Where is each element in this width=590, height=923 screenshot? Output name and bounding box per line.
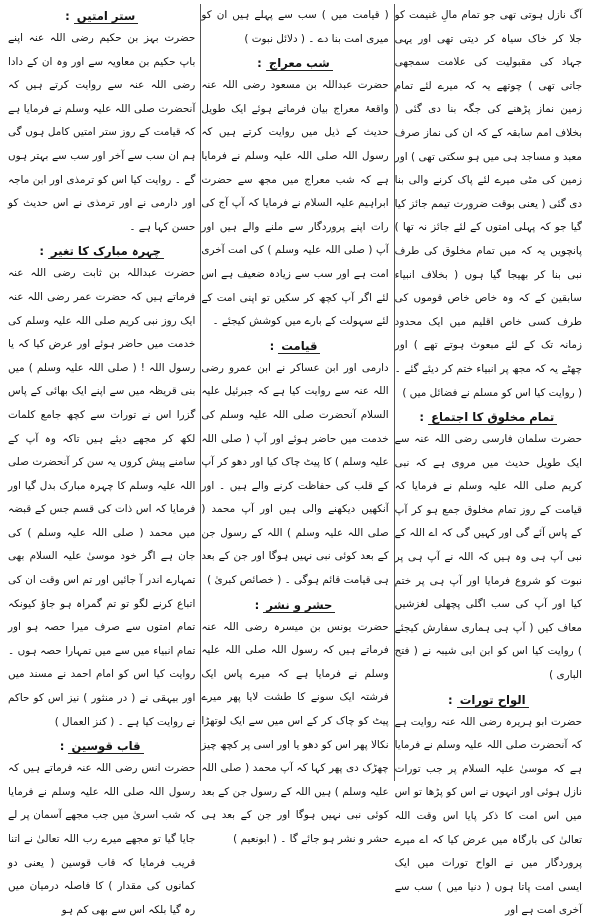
heading-text: چہرہ مبارک کا تغیر (48, 244, 164, 259)
section-sattar-ummatein (8, 5, 195, 239)
column-divider (200, 4, 201, 781)
heading-text: ستر امتیں (74, 9, 138, 24)
section-heading: الواح تورات : (395, 689, 582, 711)
section-shab-e-meraj (201, 52, 388, 334)
column-middle (201, 4, 389, 845)
section-qaab-qausain (8, 735, 195, 922)
section-heading: تمام مخلوق کا اجتماع : (395, 406, 582, 428)
section-chehra-mubarak (8, 240, 195, 734)
page (8, 4, 582, 917)
section-heading: ستر امتیں : (8, 5, 195, 27)
section-heading: قیامت : (201, 335, 388, 357)
section-intro-continuation (395, 4, 582, 405)
section-qiyamat (201, 335, 388, 593)
column-left (8, 4, 196, 916)
paragraph: حضرت عبداللہ بن مسعود رضی اللہ عنہ واقعۂ معراج بیان فرماتے ہوئے ایک طویل حدیث کے ذیل میں روایت کرتے ہیں کہ رسول اللہ صلی اللہ علیہ وسلم نے فرمایا ہے کہ شب معراج میں مجھ سے حضرت ابراہیم علیہ السلام نے فرمایا کہ آپ آج کی رات اپنے پروردگار سے ملنے والے ہیں اور آپ ( صلی اللہ علیہ وسلم ) کی امت آخری امت ہے اور سب سے زیادہ ضعیف ہے اس لئے اگر آپ کچھ کر سکیں تو اپنی امت کے لئے سہولت کے بارے میں کوشش کیجئے ۔ (201, 79, 389, 328)
section-heading: قاب قوسین : (8, 735, 195, 757)
section-hashr-o-nashr (201, 594, 388, 852)
section-heading: حشر و نشر : (201, 594, 388, 616)
heading-text: حشر و نشر (263, 598, 335, 613)
paragraph: حضرت بہز بن حکیم رضی اللہ عنہ اپنے باپ حکیم بن معاویہ سے اور وہ ان کے دادا رضی اللہ عنہ سے روایت کرتے ہیں کہ آنحضرت صلی اللہ علیہ وسلم نے فرمایا ہے کہ قیامت کے روز ستر امتیں کامل ہوں گی ہم ان سب سے آخر اور سب سے بہتر ہوں گے ۔ روایت کیا اس کو ترمذی اور ابن ماجہ اور دارمی نے اور ترمذی نے اس حدیث کو حسن کہا ہے ۔ (8, 32, 196, 233)
heading-text: شب معراج (266, 56, 333, 71)
paragraph: حضرت انس رضی اللہ عنہ فرماتے ہیں کہ رسول اللہ صلی اللہ علیہ وسلم نے فرمایا کہ شب اسریٰ میں جب مجھے آسمان پر لے جایا گیا تو مجھے میرے رب اللہ تعالیٰ نے اتنا قریب فرمایا کہ قاب قوسین ( یعنی دو کمانوں کی مقدار ) کا فاصلہ درمیان میں رہ گیا بلکہ اس سے بھی کم ہو (8, 762, 196, 916)
section-alwah-torat (395, 689, 582, 923)
column-right (394, 4, 582, 917)
heading-text: قیامت (278, 339, 320, 354)
heading-text: تمام مخلوق کا اجتماع (428, 410, 557, 425)
column-divider (394, 4, 395, 781)
paragraph: دارمی اور ابن عساکر نے ابن عمرو رضی اللہ عنہ سے روایت کیا ہے کہ جبرئیل علیہ السلام آنحضرت صلی اللہ علیہ وسلم کی خدمت میں حاضر ہوئے اور آپ ( صلی اللہ علیہ وسلم ) کا پیٹ چاک کیا اور دھو کر آپ کے قلب کی حفاظت کرنے والے ہیں ۔ اور آنکھیں دیکھنے والی ہیں اور آپ محمد ( صلی اللہ علیہ وسلم ) اللہ کے رسول جن کے بعد کوئی نبی نہیں ہوگا اور جن کے بعد ہی قیامت قائم ہوگی ۔ ( خصائص کبریٰ ) (201, 361, 389, 587)
section-heading: شب معراج : (201, 52, 388, 74)
paragraph: حضرت عبداللہ بن ثابت رضی اللہ عنہ فرماتے ہیں کہ حضرت عمر رضی اللہ عنہ ایک روز نبی کریم صلی اللہ علیہ وسلم کی خدمت میں حاضر ہوئے اور عرض کیا کہ یا رسول اللہ ! ( صلی اللہ علیہ وسلم ) میں بنی قریظہ میں سے اپنے ایک بھائی کے پاس گزرا اس نے تورات سے کچھ جامع کلمات لکھ کر مجھے دیئے ہیں تاکہ وہ آپ کے سامنے پیش کروں یہ سن کر آنحضرت صلی اللہ علیہ وسلم کا چہرہ مبارک بدل گیا اور فرمایا کہ اس ذات کی قسم جس کے قبضہ میں محمد ( صلی اللہ علیہ وسلم ) کی جان ہے اگر خود موسیٰ علیہ السلام بھی تمہارے اندر آ جائیں اور تم اس وقت ان کی اتباع کرنے لگو تو تم گمراہ ہو جاؤ کیونکہ تمام امتوں سے صرف میرا حصہ ہو اور تمام انبیاء میں سے میں تمہارا حصہ ہوں ۔ روایت کیا اس کو امام احمد نے مسند میں اور بیہقی نے ( در منثور ) نیز اس کو حاکم نے روایت کیا ہے ۔ ( کنز العمال ) (8, 267, 196, 728)
paragraph: حضرت یونس بن میسرہ رضی اللہ عنہ فرماتے ہیں کہ رسول اللہ صلی اللہ علیہ وسلم نے فرمایا ہے کہ میرے پاس ایک فرشتہ ایک سونے کا طشت لایا پھر میرے پیٹ کو چاک کر کے اس میں سے ایک لوتھڑا نکالا پھر اس کو دھو یا اور اسی پر کچھ چیز چھڑک دی پھر کہا کہ آپ محمد ( صلی اللہ علیہ وسلم ) ہیں اللہ کے رسول جن کے بعد کوئی نبی نہیں ہوگا اور جن کے بعد ہی حشر و نشر ہو جائے گا ۔ ( ابونعیم ) (201, 620, 389, 845)
section-tamam-makhlooq (395, 406, 582, 688)
section-heading: چہرہ مبارک کا تغیر : (8, 240, 195, 262)
section-dalail-continuation (201, 4, 388, 51)
paragraph: آگ نازل ہوتی تھی جو تمام مالِ غنیمت کو جلا کر خاک سیاہ کر دیتی تھی اور یہی جہاد کی مقبولیت کی علامت سمجھی جاتی تھی ) چوتھے یہ کہ میرے لئے تمام زمین نماز پڑھنے کی جگہ بنا دی گئی ( بخلاف امم سابقہ کے کہ ان کی نماز صرف معبد و مساجد ہی میں ہو سکتی تھی ) اور زمین کی مٹی میرے لئے پاک کرنے والی بنا دی گئی ( یعنی بوقت ضرورت تیمم جائز کیا گیا جو کہ پہلی امتوں کے لئے جائز نہ تھا ) پانچویں یہ کہ میں تمام مخلوق کی طرف نبی بنا کر بھیجا گیا ہوں ( بخلاف انبیاء سابقین کے کہ وہ خاص خاص قوموں کی طرف کسی خاص اقلیم میں ایک محدود زمانہ تک کے لئے مبعوث ہوتے تھے ) اور چھٹے یہ کہ مجھ پر انبیاء ختم کر دیئے گئے ۔ ( روایت کیا اس کو مسلم نے فضائل میں ) (394, 9, 582, 399)
paragraph: حضرت سلمان فارسی رضی اللہ عنہ سے ایک طویل حدیث میں مروی ہے کہ نبی کریم صلی اللہ علیہ وسلم نے فرمایا کہ قیامت کے روز تمام مخلوق جمع ہو کر آپ کے پاس آئے گی اور کہیں گی کہ اے اللہ کے نبی آپ ہی وہ ہیں کہ اللہ نے آپ ہی پر نبوت کو شروع فرمایا اور آپ ہی پر ختم کیا اور آپ کی سب اگلی پچھلی لغزشیں معاف کیں ( آپ ہی ہماری سفارش کیجئے ) روایت کیا اس کو ابن ابی شیبہ نے ( فتح الباری ) (394, 433, 582, 682)
paragraph: ( قیامت میں ) سب سے پہلے ہیں ان کو میری امت بنا دے ۔ ( دلائل نبوت ) (201, 9, 389, 45)
heading-text: قاب قوسین (68, 739, 143, 754)
paragraph: حضرت ابو ہریرہ رضی اللہ عنہ روایت ہے کہ آنحضرت صلی اللہ علیہ وسلم نے فرمایا ہے کہ موسیٰ علیہ السلام پر جب تورات نازل ہوئی اور انہوں نے اس کو پڑھا تو اس میں اس امت کا ذکر پایا اس وقت اللہ تعالیٰ کی بارگاہ میں عرض کیا کہ اے میرے پروردگار میں نے الواح تورات میں ایک ایسی امت پاتا ہوں ( دنیا میں ) سب سے آخری امت ہے اور (394, 715, 582, 917)
heading-text: الواح تورات (457, 693, 529, 708)
